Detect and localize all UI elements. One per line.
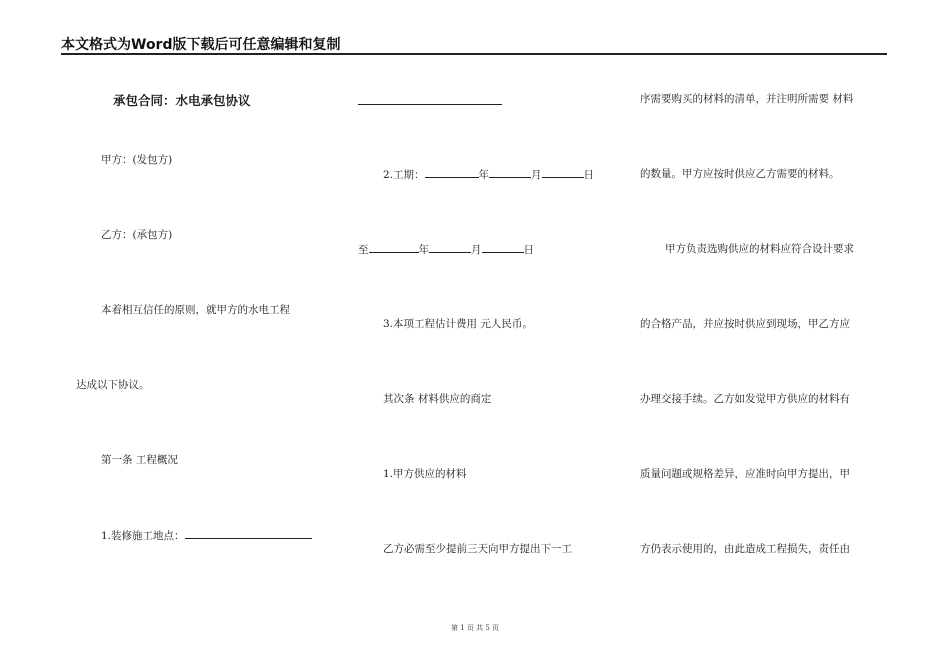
start-day-blank xyxy=(542,167,584,178)
item-2-schedule-end xyxy=(358,242,534,257)
col3-line-6: 质量问题或规格差异，应准时向甲方提出，甲 xyxy=(640,468,850,480)
to-label: 至 xyxy=(358,244,369,256)
item-1-label: 1.装修施工地点： xyxy=(101,530,185,542)
article-1-heading: 第一条 工程概况 xyxy=(101,454,178,466)
item-2-schedule-start xyxy=(383,167,594,182)
col3-line-5: 办理交接手续。乙方如发觉甲方供应的材料有 xyxy=(640,393,850,405)
header-rule xyxy=(61,53,887,55)
col3-line-7: 方仍表示使用的，由此造成工程损失，责任由 xyxy=(640,543,850,555)
year-unit-end: 年 xyxy=(418,244,429,256)
day-unit: 日 xyxy=(583,169,595,181)
item-3-cost: 3.本项工程估计费用 元人民币。 xyxy=(383,318,533,330)
location-blank xyxy=(185,528,312,539)
document-title: 承包合同：水电承包协议 xyxy=(113,93,251,108)
month-unit-end: 月 xyxy=(471,244,482,256)
end-year-blank xyxy=(369,242,419,253)
intro-line-1: 本着相互信任的原则，就甲方的水电工程 xyxy=(101,304,290,316)
start-month-blank xyxy=(489,167,531,178)
day-unit-end: 日 xyxy=(523,244,534,256)
item-4-materials: 1.甲方供应的材料 xyxy=(383,468,467,480)
document-header-banner: 本文格式为Word版下载后可任意编辑和复制 xyxy=(61,37,341,53)
end-month-blank xyxy=(429,242,471,253)
start-year-blank xyxy=(425,167,479,178)
top-blank-line xyxy=(358,104,502,105)
col3-line-2: 的数量。甲方应按时供应乙方需要的材料。 xyxy=(640,168,840,180)
article-2-heading: 其次条 材料供应的商定 xyxy=(383,393,492,405)
col3-line-1: 序需要购买的材料的清单，并注明所需要 材料 xyxy=(640,93,854,105)
party-b-label: 乙方：(承包方) xyxy=(101,229,173,241)
col3-line-3: 甲方负责选购供应的材料应符合设计要求 xyxy=(665,243,854,255)
schedule-label: 2.工期： xyxy=(383,169,425,181)
col3-line-4: 的合格产品，并应按时供应到现场，甲乙方应 xyxy=(640,318,850,330)
month-unit: 月 xyxy=(531,169,542,181)
intro-line-2: 达成以下协议。 xyxy=(76,379,150,391)
party-a-label: 甲方：(发包方) xyxy=(101,154,173,166)
year-unit: 年 xyxy=(478,169,490,181)
item-1-location xyxy=(101,528,312,543)
end-day-blank xyxy=(482,242,524,253)
materials-paragraph-1: 乙方必需至少提前三天向甲方提出下一工 xyxy=(383,543,572,555)
page-number-footer: 第 1 页 共 5 页 xyxy=(450,624,500,632)
